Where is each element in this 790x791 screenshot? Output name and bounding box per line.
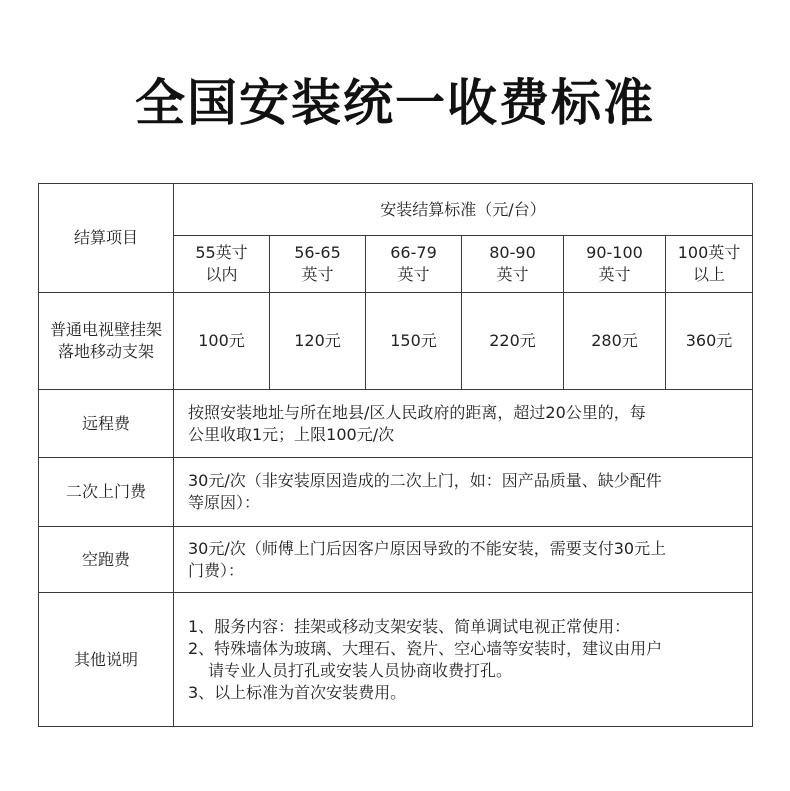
size-cell: [564, 236, 666, 293]
mount-label-line: 普通电视壁挂架: [49, 320, 162, 339]
size-line: 英寸: [397, 265, 430, 284]
mount-label-line: 落地移动支架: [57, 342, 154, 361]
mount-label: [39, 293, 174, 390]
notes-content: [174, 593, 753, 727]
remote-fee-desc: [174, 390, 753, 458]
size-cell: [462, 236, 564, 293]
desc-line: 30元/次（师傅上门后因客户原因导致的不能安装，需要支付30元上: [188, 538, 667, 558]
empty-trip-fee-label: 空跑费: [39, 527, 174, 593]
note-item: 2、特殊墙体为玻璃、大理石、瓷片、空心墙等安装时，建议由用户: [188, 638, 663, 658]
size-line: 56-65: [294, 243, 341, 262]
item-header: 结算项目: [39, 184, 174, 293]
desc-line: 门费）：: [188, 560, 245, 580]
second-visit-fee-row: [39, 458, 753, 527]
size-line: 英寸: [496, 265, 529, 284]
price-cell: 360元: [666, 293, 753, 390]
price-cell: 280元: [564, 293, 666, 390]
note-item: 3、以上标准为首次安装费用。: [188, 682, 407, 702]
size-line: 55英寸: [195, 243, 248, 262]
notes-label: 其他说明: [39, 593, 174, 727]
size-line: 英寸: [598, 265, 631, 284]
price-cell: 120元: [270, 293, 366, 390]
empty-trip-fee-desc: [174, 527, 753, 593]
size-cell: [270, 236, 366, 293]
empty-trip-fee-row: [39, 527, 753, 593]
size-cell: [366, 236, 462, 293]
desc-line: 30元/次（非安装原因造成的二次上门，如：因产品质量、缺少配件: [188, 471, 662, 490]
size-line: 80-90: [489, 243, 536, 262]
price-cell: 220元: [462, 293, 564, 390]
size-line: 英寸: [301, 265, 334, 284]
note-item: 请专业人员打孔或安装人员协商收费打孔。: [208, 660, 513, 680]
mount-price-row: [39, 293, 753, 390]
page-title: 全国安装统一收费标准: [135, 74, 655, 132]
desc-line: 等原因）：: [188, 493, 261, 512]
standard-header: 安装结算标准（元/台）: [174, 184, 753, 236]
price-cell: 150元: [366, 293, 462, 390]
remote-fee-row: [39, 390, 753, 458]
size-line: 100英寸: [677, 243, 741, 262]
desc-line: 按照安装地址与所在地县/区人民政府的距离，超过20公里的，每: [188, 402, 646, 422]
remote-fee-label: 远程费: [39, 390, 174, 458]
size-cell: [666, 236, 753, 293]
notes-row: [39, 593, 753, 727]
size-cell: [174, 236, 270, 293]
size-line: 以上: [692, 265, 725, 284]
second-visit-fee-label: 二次上门费: [39, 458, 174, 527]
note-item: 1、服务内容：挂架或移动支架安装、简单调试电视正常使用：: [188, 616, 631, 636]
fee-table: [38, 183, 753, 727]
size-line: 66-79: [390, 243, 437, 262]
size-line: 90-100: [586, 243, 643, 262]
desc-line: 公里收取1元；上限100元/次: [188, 424, 395, 444]
size-line: 以内: [205, 265, 238, 284]
table-header-row: [39, 184, 753, 236]
second-visit-fee-desc: [174, 458, 753, 527]
price-cell: 100元: [174, 293, 270, 390]
